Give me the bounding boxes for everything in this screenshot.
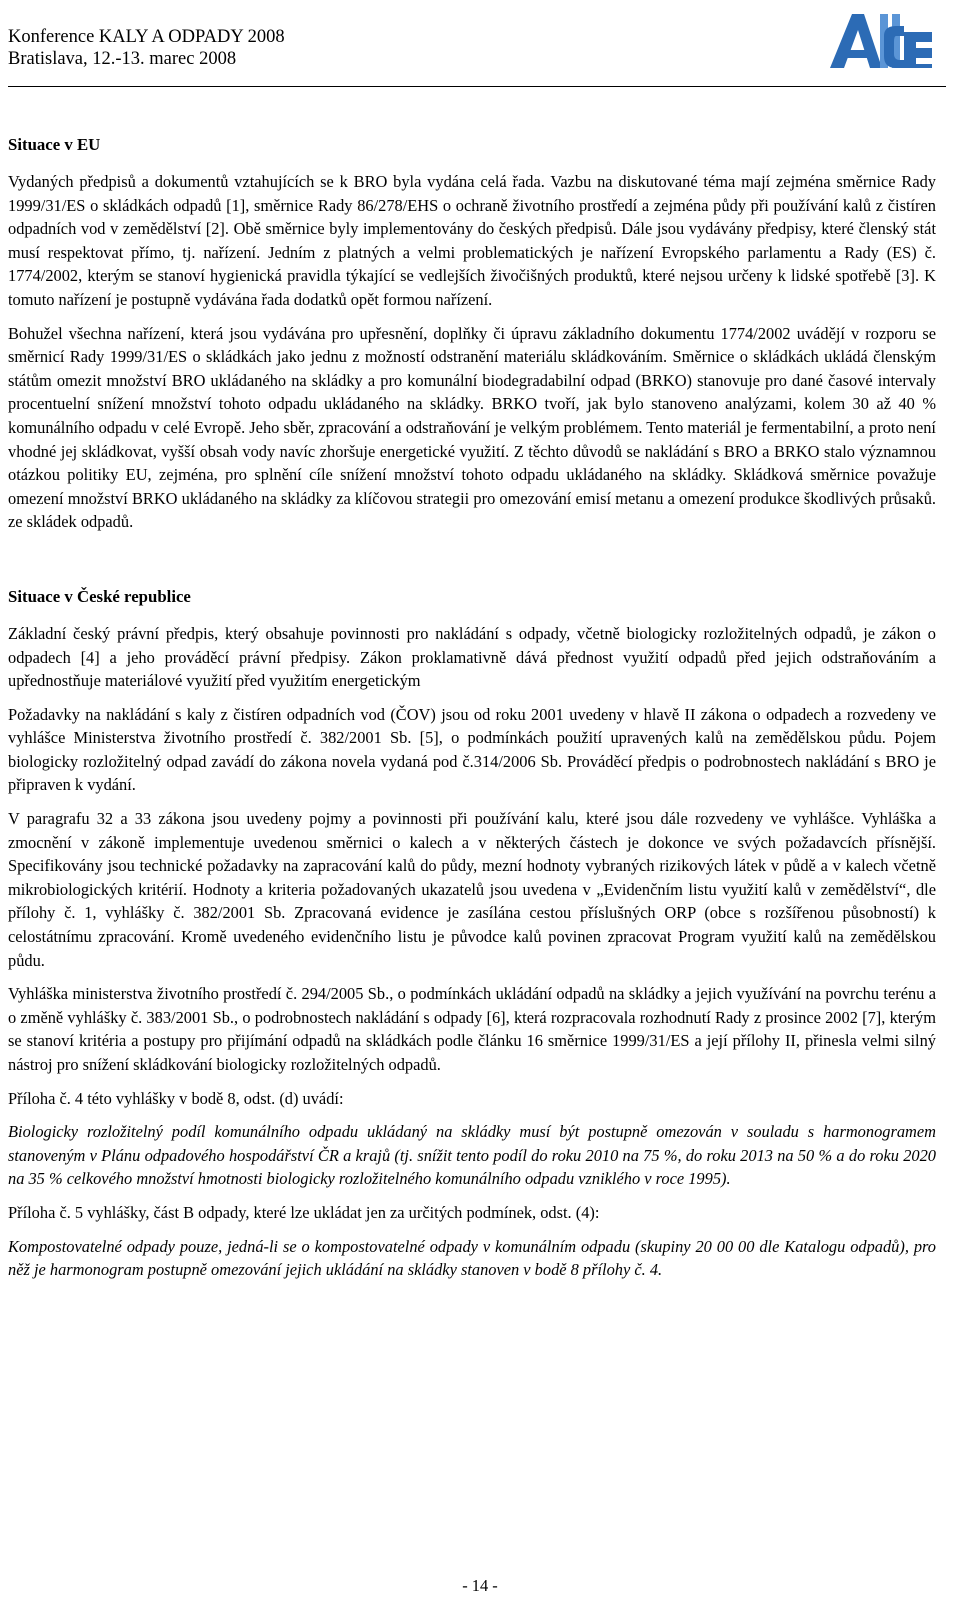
paragraph: Vyhláška ministerstva životního prostředí č. 294/2005 Sb., o podmínkách ukládání odpadů na skládky a jejich využívání na povrchu terénu a o změně vyhlášky č. 383/2001 Sb., o podrobnostech nakládání s odpady [6], která rozpracovala rozhodnutí Rady z prosince 2002 [7], kterým se stanoví kritéria a postupy pro přijímání odpadů na skládkách podle článku 16 směrnice 1999/31/ES a její přílohy II, přinesla velmi silný nástroj pro snížení skládkování biologicky rozložitelných odpadů. — [8, 984, 936, 1074]
italic-quote: Kompostovatelné odpady pouze, jedná-li se o kompostovatelné odpady v komunálním odpadu (skupiny 20 00 00 dle Katalogu odpadů), pro něž je harmonogram postupně omezování jejich ukládání na skládky stanoven v bodě 8 přílohy č. 4. — [8, 1236, 936, 1280]
section-spacer — [8, 544, 936, 586]
paragraph: Příloha č. 5 vyhlášky, část B odpady, které lze ukládat jen za určitých podmínek, odst. (4): — [8, 1202, 600, 1222]
section-title-eu: Situace v EU — [8, 135, 101, 154]
header-divider — [8, 86, 946, 87]
section-title-cr: Situace v České republice — [8, 586, 191, 606]
paragraph: Bohužel všechna nařízení, která jsou vydávána pro upřesnění, doplňky či úpravu základního dokumentu 1774/2002 uvádějí v rozporu se směrnicí Rady 1999/31/ES o skládkách jako jednu z možností odstranění materiálu skládkováním. Směrnice o skládkách ukládá členským státům omezit množství BRO ukládaného na skládky a pro komunální biodegradabilní odpad (BRKO) stanovuje pro dané časové intervaly procentuelní snížení množství tohoto odpadu ukládaného na skládky. BRKO tvoří, jak bylo stanoveno analýzami, kolem 30 až 40 % komunálního odpadu v celé Evropě. Jeho sběr, zpracování a odstraňování je velkým problémem. Tento materiál je fermentabilní, a proto není vhodné jej skládkovat, vyšší obsah vody navíc zhoršuje energetické využití. Z těchto důvodů se nakládání s BRO a BRKO stalo významnou otázkou politiky EU, zejména, pro splnění cíle snížení množství tohoto odpadu ukládaného na skládky. Skládková směrnice považuje omezení množství BRKO ukládaného na skládky za klíčovou strategii pro omezování emisí metanu a omezení produkce škodlivých průsaků. ze skládek odpadů. — [8, 323, 936, 532]
conference-date-location: Bratislava, 12.-13. marec 2008 — [8, 49, 237, 69]
paragraph: Požadavky na nakládání s kaly z čistíren odpadních vod (ČOV) jsou od roku 2001 uvedeny v hlavě II zákona o odpadech a rozvedeny ve vyhlášce Ministerstva životního prostředí č. 382/2001 Sb. [5], o podmínkách použití upravených kalů na zemědělskou půdu. Pojem biologicky rozložitelný odpad zavádí do zákona novela vydaná pod č.314/2006 Sb. Prováděcí předpis o podrobnostech nakládání s BRO je připraven k vydání. — [8, 704, 936, 795]
conference-title: Konference KALY A ODPADY 2008 — [8, 27, 285, 47]
italic-quote: Biologicky rozložitelný podíl komunálního odpadu ukládaný na skládky musí být postupně omezován v souladu s harmonogramem stanoveným v Plánu odpadového hospodářství ČR a krajů (tj. snížit tento podíl do roku 2010 na 75 %, do roku 2013 na 50 % a do roku 2020 na 35 % celkového množství hmotnosti biologicky rozložitelného komunálního odpadu vzniklého v roce 1995). — [8, 1122, 936, 1189]
paragraph: Základní český právní předpis, který obsahuje povinnosti pro nakládání s odpady, včetně biologicky rozložitelných odpadů, je zákon o odpadech [4] a jeho prováděcí právní předpisy. Zákon proklamativně dává přednost využití odpadů před jejich odstraňováním a upřednostňuje materiálové využití před využitím energetickým — [8, 623, 936, 691]
paragraph: Příloha č. 4 této vyhlášky v bodě 8, odst. (d) uvádí: — [8, 1088, 344, 1108]
ace-logo — [824, 6, 940, 74]
page-header — [8, 26, 285, 70]
paragraph: Vydaných předpisů a dokumentů vztahujících se k BRO byla vydána celá řada. Vazbu na diskutované téma mají zejména směrnice Rady 1999/31/ES o skládkách odpadů [1], směrnice Rady 86/278/EHS o ochraně životního prostředí a zejména půdy při používání kalů z čistíren odpadních vod v zemědělství [2]. Obě směrnice byly implementovány do českých předpisů. Dále jsou vydávány předpisy, které členský stát musí respektovat přímo, tj. nařízení. Jedním z platných a velmi problematických je nařízení Evropského parlamentu a Rady (ES) č. 1774/2002, kterým se stanoví hygienická pravidla týkající se vedlejších živočišných produktů, které nejsou určeny k lidské spotřebě [3]. K tomuto nařízení je postupně vydávána řada dodatků opět formou nařízení. — [8, 172, 936, 309]
page-number: - 14 - — [462, 1576, 498, 1595]
ace-logo-graphic — [824, 6, 940, 74]
main-content — [8, 134, 936, 1292]
paragraph: V paragrafu 32 a 33 zákona jsou uvedeny pojmy a povinnosti při používání kalu, které jsou dále rozvedeny ve vyhlášce. Vyhláška a zmocnění v zákoně implementuje uvedenou směrnici o kalech a v některých částech je dokonce ve svých požadavcích přísnější. Specifikovány jsou technické požadavky na zapracování kalů do půdy, mezní hodnoty vybraných rizikových látek v půdě a v kalech včetně mikrobiologických kritérií. Hodnoty a kriteria požadovaných ukazatelů jsou uvedena v „Evidenčním listu využití kalů v zemědělství“, dle přílohy č. 1, vyhlášky č. 382/2001 Sb. Zpracovaná evidence je zasílána cestou příslušných ORP (obce s rozšířenou působností) k celostátnímu zpracování. Kromě uvedeného evidenčního listu je původce kalů povinen zpracovat Program využití kalů na zemědělskou půdu. — [8, 809, 936, 970]
